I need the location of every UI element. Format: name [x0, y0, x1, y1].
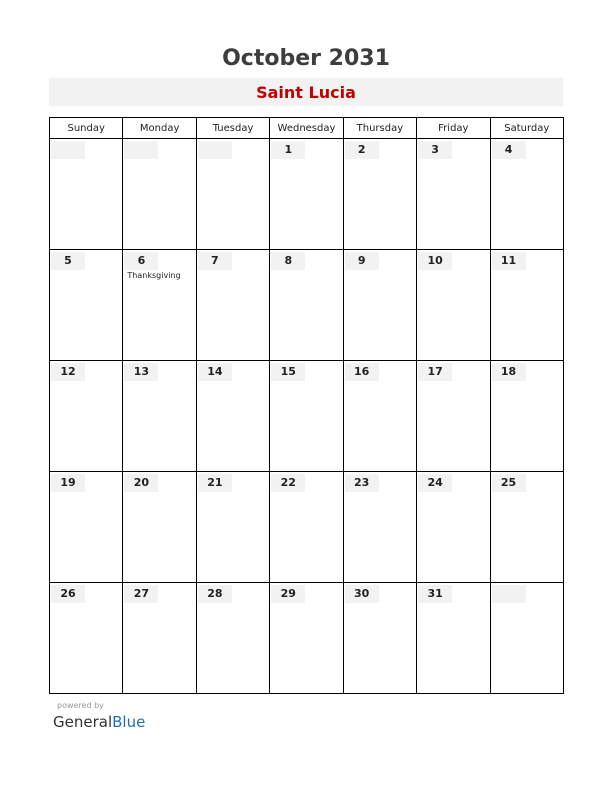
week-row	[50, 139, 564, 250]
weekday-header: Monday	[123, 118, 196, 139]
week-row	[50, 361, 564, 472]
day-cell[interactable]	[490, 139, 563, 250]
day-number: 8	[271, 252, 305, 270]
day-number: 9	[345, 252, 379, 270]
day-number: 26	[51, 585, 85, 603]
day-number: 2	[345, 141, 379, 159]
day-number: 1	[271, 141, 305, 159]
day-cell[interactable]	[343, 472, 416, 583]
brand-blue: Blue	[112, 713, 146, 731]
week-row	[50, 583, 564, 694]
day-cell[interactable]	[343, 361, 416, 472]
day-cell[interactable]	[196, 139, 269, 250]
day-number: 3	[418, 141, 452, 159]
day-cell[interactable]	[50, 139, 123, 250]
day-cell[interactable]	[417, 472, 490, 583]
day-number	[124, 141, 158, 159]
weekday-header: Thursday	[343, 118, 416, 139]
weekday-header: Friday	[417, 118, 490, 139]
day-number: 27	[124, 585, 158, 603]
day-number: 17	[418, 363, 452, 381]
day-number: 13	[124, 363, 158, 381]
day-cell[interactable]	[196, 361, 269, 472]
day-cell[interactable]	[343, 583, 416, 694]
weekday-header: Tuesday	[196, 118, 269, 139]
day-number: 23	[345, 474, 379, 492]
day-number: 10	[418, 252, 452, 270]
day-number: 20	[124, 474, 158, 492]
day-cell[interactable]	[50, 472, 123, 583]
day-cell[interactable]	[196, 472, 269, 583]
calendar-title: October 2031	[222, 46, 390, 71]
day-number: 12	[51, 363, 85, 381]
day-cell[interactable]	[270, 250, 343, 361]
day-number: 31	[418, 585, 452, 603]
day-number: 30	[345, 585, 379, 603]
calendar-grid	[49, 117, 564, 694]
day-number: 11	[492, 252, 526, 270]
day-cell[interactable]	[417, 361, 490, 472]
day-cell[interactable]	[196, 583, 269, 694]
day-number: 6	[124, 252, 158, 270]
day-number: 19	[51, 474, 85, 492]
day-number: 24	[418, 474, 452, 492]
day-cell[interactable]	[490, 472, 563, 583]
weekday-header: Sunday	[50, 118, 123, 139]
day-number: 25	[492, 474, 526, 492]
day-cell[interactable]	[50, 361, 123, 472]
day-number: 29	[271, 585, 305, 603]
day-cell[interactable]	[490, 250, 563, 361]
day-cell[interactable]	[123, 583, 196, 694]
day-cell[interactable]	[50, 250, 123, 361]
day-number: 14	[198, 363, 232, 381]
country-banner	[49, 78, 563, 106]
day-cell[interactable]	[123, 139, 196, 250]
day-number: 15	[271, 363, 305, 381]
day-number: 16	[345, 363, 379, 381]
week-row	[50, 250, 564, 361]
day-cell[interactable]	[123, 361, 196, 472]
day-cell[interactable]	[50, 583, 123, 694]
day-cell[interactable]	[490, 583, 563, 694]
day-cell[interactable]	[417, 250, 490, 361]
generalblue-logo[interactable]	[53, 713, 145, 731]
day-cell[interactable]	[270, 583, 343, 694]
day-cell[interactable]	[490, 361, 563, 472]
day-number: 5	[51, 252, 85, 270]
day-number: 28	[198, 585, 232, 603]
day-cell[interactable]	[417, 583, 490, 694]
day-number: 21	[198, 474, 232, 492]
week-row	[50, 472, 564, 583]
day-cell[interactable]	[123, 250, 196, 361]
powered-by-text: powered by	[57, 701, 104, 710]
day-number	[198, 141, 232, 159]
holiday-label: Thanksgiving	[127, 271, 181, 280]
day-number	[51, 141, 85, 159]
day-number: 18	[492, 363, 526, 381]
day-cell[interactable]	[123, 472, 196, 583]
day-cell[interactable]	[270, 361, 343, 472]
day-cell[interactable]	[417, 139, 490, 250]
weekday-header: Wednesday	[270, 118, 343, 139]
day-number: 22	[271, 474, 305, 492]
day-number: 7	[198, 252, 232, 270]
day-number	[492, 585, 526, 603]
weekday-header-row	[50, 118, 564, 139]
day-number: 4	[492, 141, 526, 159]
day-cell[interactable]	[196, 250, 269, 361]
weekday-header: Saturday	[490, 118, 563, 139]
day-cell[interactable]	[270, 472, 343, 583]
day-cell[interactable]	[270, 139, 343, 250]
day-cell[interactable]	[343, 139, 416, 250]
day-cell[interactable]	[343, 250, 416, 361]
brand-general: General	[53, 713, 113, 731]
country-name: Saint Lucia	[256, 83, 356, 102]
